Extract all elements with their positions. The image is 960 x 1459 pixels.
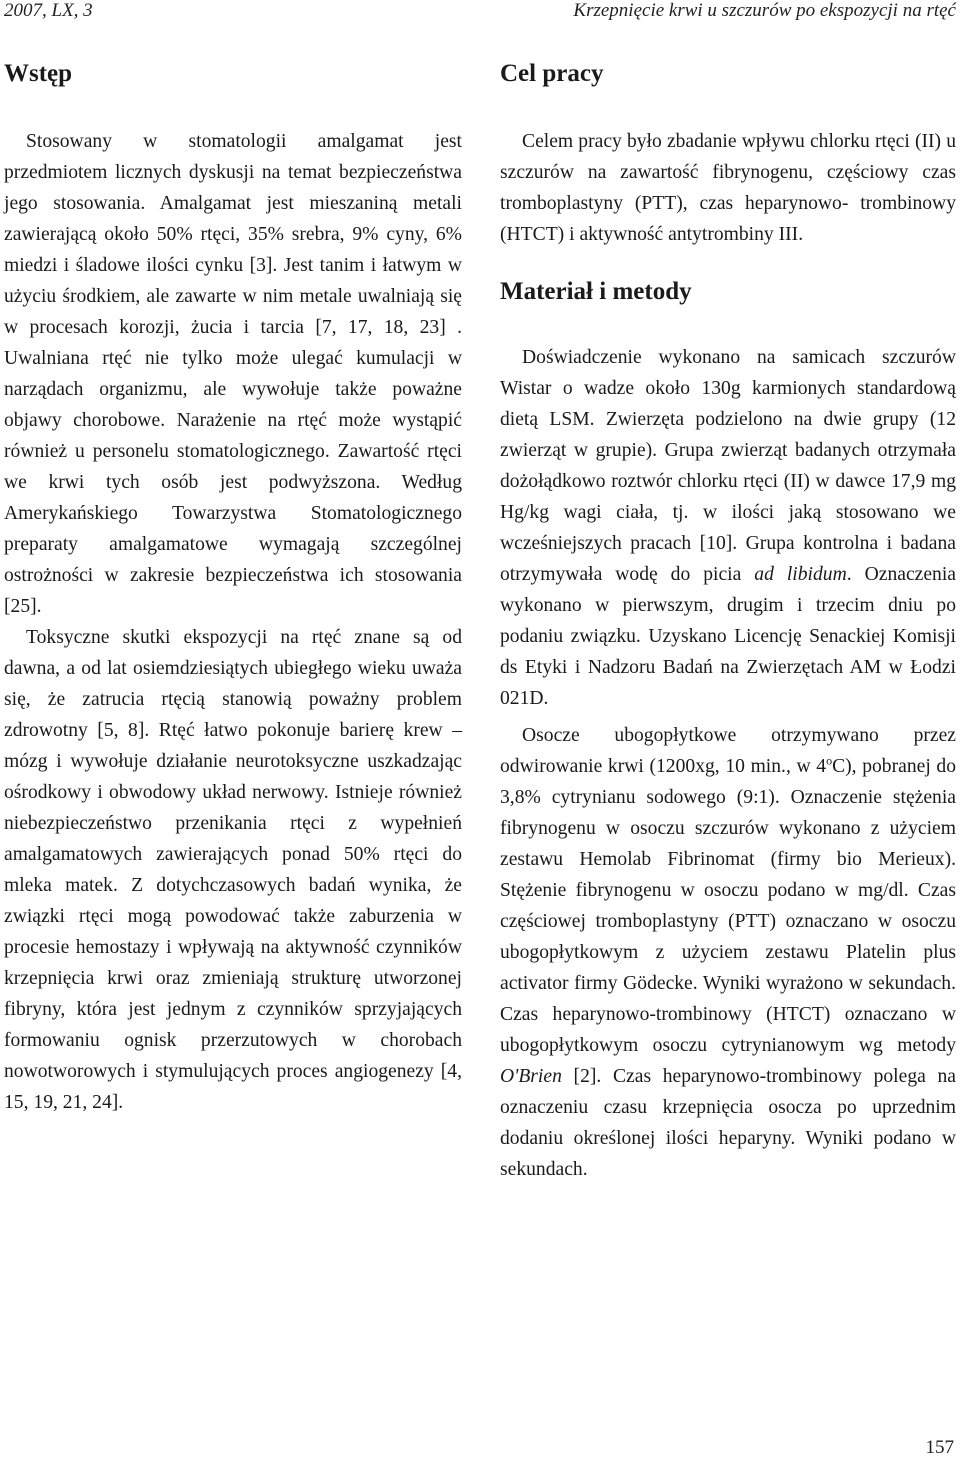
running-header	[0, 0, 960, 26]
aim-paragraph: Celem pracy było zbadanie wpływu chlorku rtęci (II) u szczurów na zawartość fibrynogenu, częściowy czas tromboplastyny (PTT), czas heparynowo- trombinowy (HTCT) i aktywność antytrombiny III.	[500, 131, 956, 245]
methods-p2-text-a: Osocze ubogopłytkowe otrzymywano przez odwirowanie krwi (1200xg, 10 min., w 4	[500, 725, 956, 777]
methods-p1-italic: ad libidum	[754, 564, 847, 585]
page-number: 157	[925, 1437, 954, 1458]
left-column	[4, 58, 462, 1118]
methods-p2-text-c: [2]. Czas heparynowo-trombinowy polega na oznaczeniu czasu krzepnięcia osocza po uprzednim dodaniu określonej ilości heparyny. Wyniki podano w sekundach.	[500, 1066, 956, 1180]
article-running-title: Krzepnięcie krwi u szczurów po ekspozycji na rtęć	[573, 0, 956, 21]
methods-p1-text-b: . Oznaczenia wykonano w pierwszym, drugim i trzecim dniu po podaniu związku. Uzyskano Licencję Senackiej Komisji ds Etyki i Nadzoru Badań na Zwierzętach AM w Łodzi 021D.	[500, 564, 956, 709]
introduction-paragraph-2: Toksyczne skutki ekspozycji na rtęć znane są od dawna, a od lat osiemdziesiątych ubiegłego wieku uważa się, że zatrucia rtęcią stanowią poważny problem zdrowotny [5, 8]. Rtęć łatwo pokonuje barierę krew – mózg i wywołuje działanie neurotoksyczne uszkadzając ośrodkowy i obwodowy układ nerwowy. Istnieje również niebezpieczeństwo przenikania rtęci z wypełnień amalgamatowych zawierających ponad 50% rtęci do mleka matek. Z dotychczasowych badań wynika, że związki rtęci mogą powodować także zaburzenia w procesie hemostazy i wpływają na aktywność czynników krzepnięcia krwi oraz zmieniają strukturę utworzonej fibryny, która jest jednym z czynników sprzyjających formowaniu ognisk przerzutowych w chorobach nowotworowych i stymulujących proces angiogenezy [4, 15, 19, 21, 24].	[4, 627, 462, 1113]
section-heading-introduction: Wstęp	[4, 60, 73, 87]
methods-p1-text-a: Doświadczenie wykonano na samicach szczurów Wistar o wadze około 130g karmionych standardową dietą LSM. Zwierzęta podzielono na dwie grupy (12 zwierząt w grupie). Grupa zwierząt badanych otrzymała dożołądkowo roztwór chlorku rtęci (II) w dawce 17,9 mg Hg/kg wagi ciała, tj. w ilości jaką stosowano we wcześniejszych pracach [10]. Grupa kontrolna i badana otrzymywała wodę do picia	[500, 347, 956, 585]
methods-p2-text-b: C), pobranej do 3,8% cytrynianu sodowego (9:1). Oznaczenie stężenia fibrynogenu w osoczu szczurów wykonano z użyciem zestawu Hemolab Fibrinomat (firmy bio Merieux). Stężenie fibrynogenu w osoczu podano w mg/dl. Czas częściowej tromboplastyny (PTT) oznaczano w osoczu ubogopłytkowym z użyciem zestawu Platelin plus activator firmy Gödecke. Wyniki wyrażono w sekundach. Czas heparynowo-trombinowy (HTCT) oznaczano w ubogopłytkowym osoczu cytrynianowym wg metody	[500, 756, 956, 1056]
introduction-paragraph-1: Stosowany w stomatologii amalgamat jest przedmiotem licznych dyskusji na temat bezpieczeństwa jego stosowania. Amalgamat jest mieszaniną metali zawierającą około 50% rtęci, 35% srebra, 9% cyny, 6% miedzi i śladowe ilości cynku [3]. Jest tanim i łatwym w użyciu środkiem, ale zawarte w nim metale uwalniają się w procesach korozji, żucia i tarcia [7, 17, 18, 23] . Uwalniana rtęć nie tylko może ulegać kumulacji w narządach organizmu, ale wywołuje także poważne objawy chorobowe. Narażenie na rtęć może wystąpić również u personelu stomatologicznego. Zawartość rtęci we krwi tych osób jest podwyższona. Według Amerykańskiego Towarzystwa Stomatologicznego preparaty amalgamatowe wymagają szczególnej ostrożności w zakresie bezpieczeństwa ich stosowania [25].	[4, 131, 462, 617]
methods-p2-italic: O'Brien	[500, 1066, 562, 1087]
right-column	[500, 58, 956, 1185]
section-heading-methods: Materiał i metody	[500, 278, 692, 305]
journal-issue: 2007, LX, 3	[4, 0, 93, 21]
section-heading-aim: Cel pracy	[500, 60, 604, 87]
methods-paragraph-1	[500, 342, 956, 714]
methods-paragraph-2	[500, 720, 956, 1185]
degree-superscript: o	[826, 753, 833, 768]
